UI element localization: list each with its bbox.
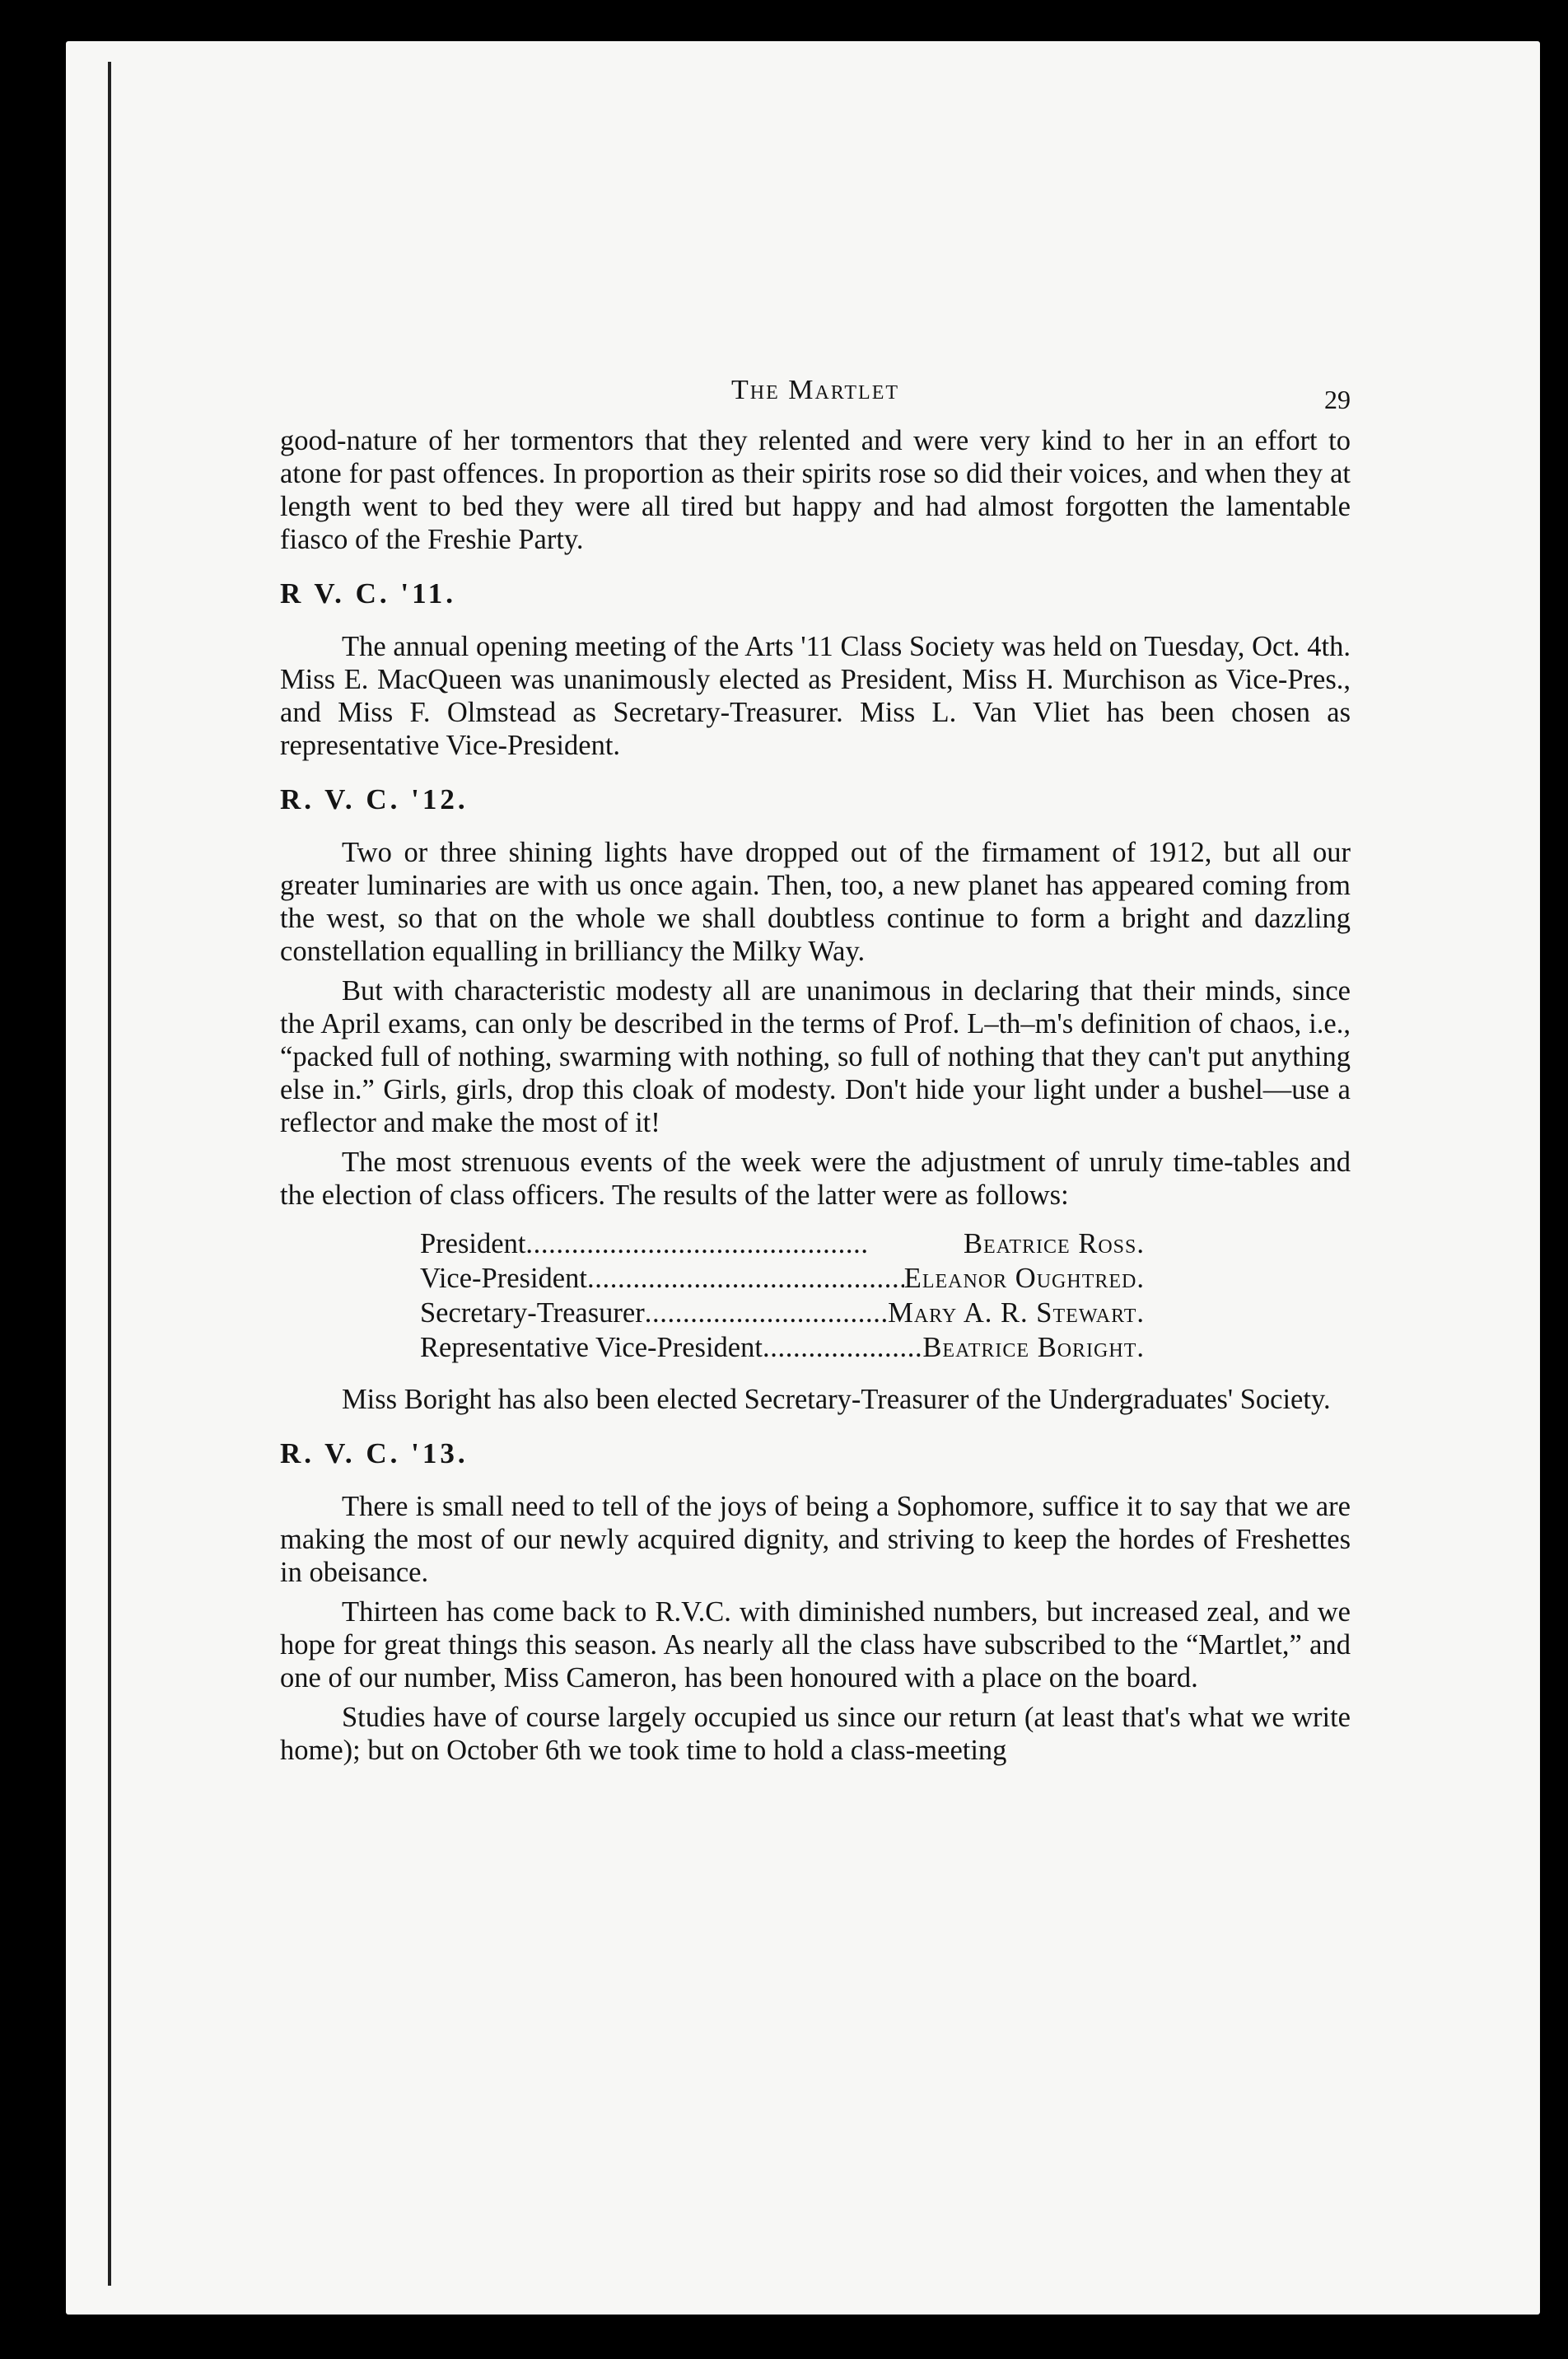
officer-row — [420, 1330, 1145, 1365]
officer-list — [420, 1226, 1351, 1365]
dot-leader — [763, 1330, 922, 1365]
officer-row — [420, 1226, 1145, 1261]
officer-name: Beatrice Boright. — [922, 1332, 1145, 1363]
dot-leader — [645, 1296, 888, 1330]
paragraph-12d: Miss Boright has also been elected Secretary-Treasurer of the Undergraduates' Society. — [342, 1384, 1331, 1415]
binding-gutter-line — [108, 62, 111, 2286]
paragraph-12b: But with characteristic modesty all are unanimous in declaring that their minds, since the April exams, can only be described in the terms of Prof. L–th–m's definition of chaos, i.e., “packed full of nothing, swarming with nothing, so full of nothing that they can't put anything else in.” Girls, girls, drop this cloak of modesty. Don't hide your light under a bushel—use a reflector and make the most of it! — [280, 975, 1351, 1138]
officer-title: President — [420, 1228, 526, 1259]
dot-leader — [525, 1226, 964, 1261]
section-heading-12: R. V. C. '12. — [280, 783, 469, 815]
paragraph-13a: There is small need to tell of the joys of being a Sophomore, suffice it to say that we are making the most of our newly acquired dignity, and striving to keep the hordes of Freshettes in obeisance. — [280, 1491, 1351, 1588]
paragraph-13b: Thirteen has come back to R.V.C. with diminished numbers, but increased zeal, and we hope for great things this season. As nearly all the class have subscribed to the “Martlet,” and one of our number, Miss Cameron, has been honoured with a place on the board. — [280, 1596, 1351, 1693]
officer-name: Eleanor Oughtred. — [903, 1263, 1145, 1294]
officer-name: Mary A. R. Stewart. — [888, 1297, 1145, 1329]
section-heading-13: R. V. C. '13. — [280, 1437, 469, 1469]
section-heading-11: R V. C. '11. — [280, 577, 456, 610]
officer-title: Representative Vice-President — [420, 1332, 763, 1363]
page-text — [280, 375, 1351, 1767]
paragraph-12c: The most strenuous events of the week were the adjustment of unruly time-tables and the election of class officers. The results of the latter were as follows: — [280, 1147, 1351, 1211]
officer-name: Beatrice Ross. — [964, 1228, 1145, 1259]
paragraph-11: The annual opening meeting of the Arts '11 Class Society was held on Tuesday, Oct. 4th. Miss E. MacQueen was unanimously elected as President, Miss H. Murchison as Vice-Pres., and Miss F. Olmstead as Secretary-Treasurer. Miss L. Van Vliet has been chosen as representative Vice-President. — [280, 631, 1351, 761]
officer-row — [420, 1296, 1145, 1330]
page-number: 29 — [1324, 385, 1351, 414]
officer-title: Secretary-Treasurer — [420, 1297, 645, 1329]
running-title: The Martlet — [730, 375, 900, 405]
dot-leader — [587, 1261, 904, 1296]
officer-row — [420, 1261, 1145, 1296]
running-head — [280, 375, 1351, 424]
paragraph-13c: Studies have of course largely occupied us since our return (at least that's what we write home); but on October 6th we took time to hold a class-meeting — [280, 1702, 1351, 1766]
paragraph-12a: Two or three shining lights have dropped out of the firmament of 1912, but all our greater luminaries are with us once again. Then, too, a new planet has appeared coming from the west, so that on the whole we shall doubtless continue to form a bright and dazzling constellation equalling in brilliancy the Milky Way. — [280, 837, 1351, 967]
officer-title: Vice-President — [420, 1263, 587, 1294]
intro-paragraph: good-nature of her tormentors that they relented and were very kind to her in an effort to atone for past offences. In proportion as their spirits rose so did their voices, and when they at length went to bed they were all tired but happy and had almost forgotten the lamentable fiasco of the Freshie Party. — [280, 425, 1351, 555]
